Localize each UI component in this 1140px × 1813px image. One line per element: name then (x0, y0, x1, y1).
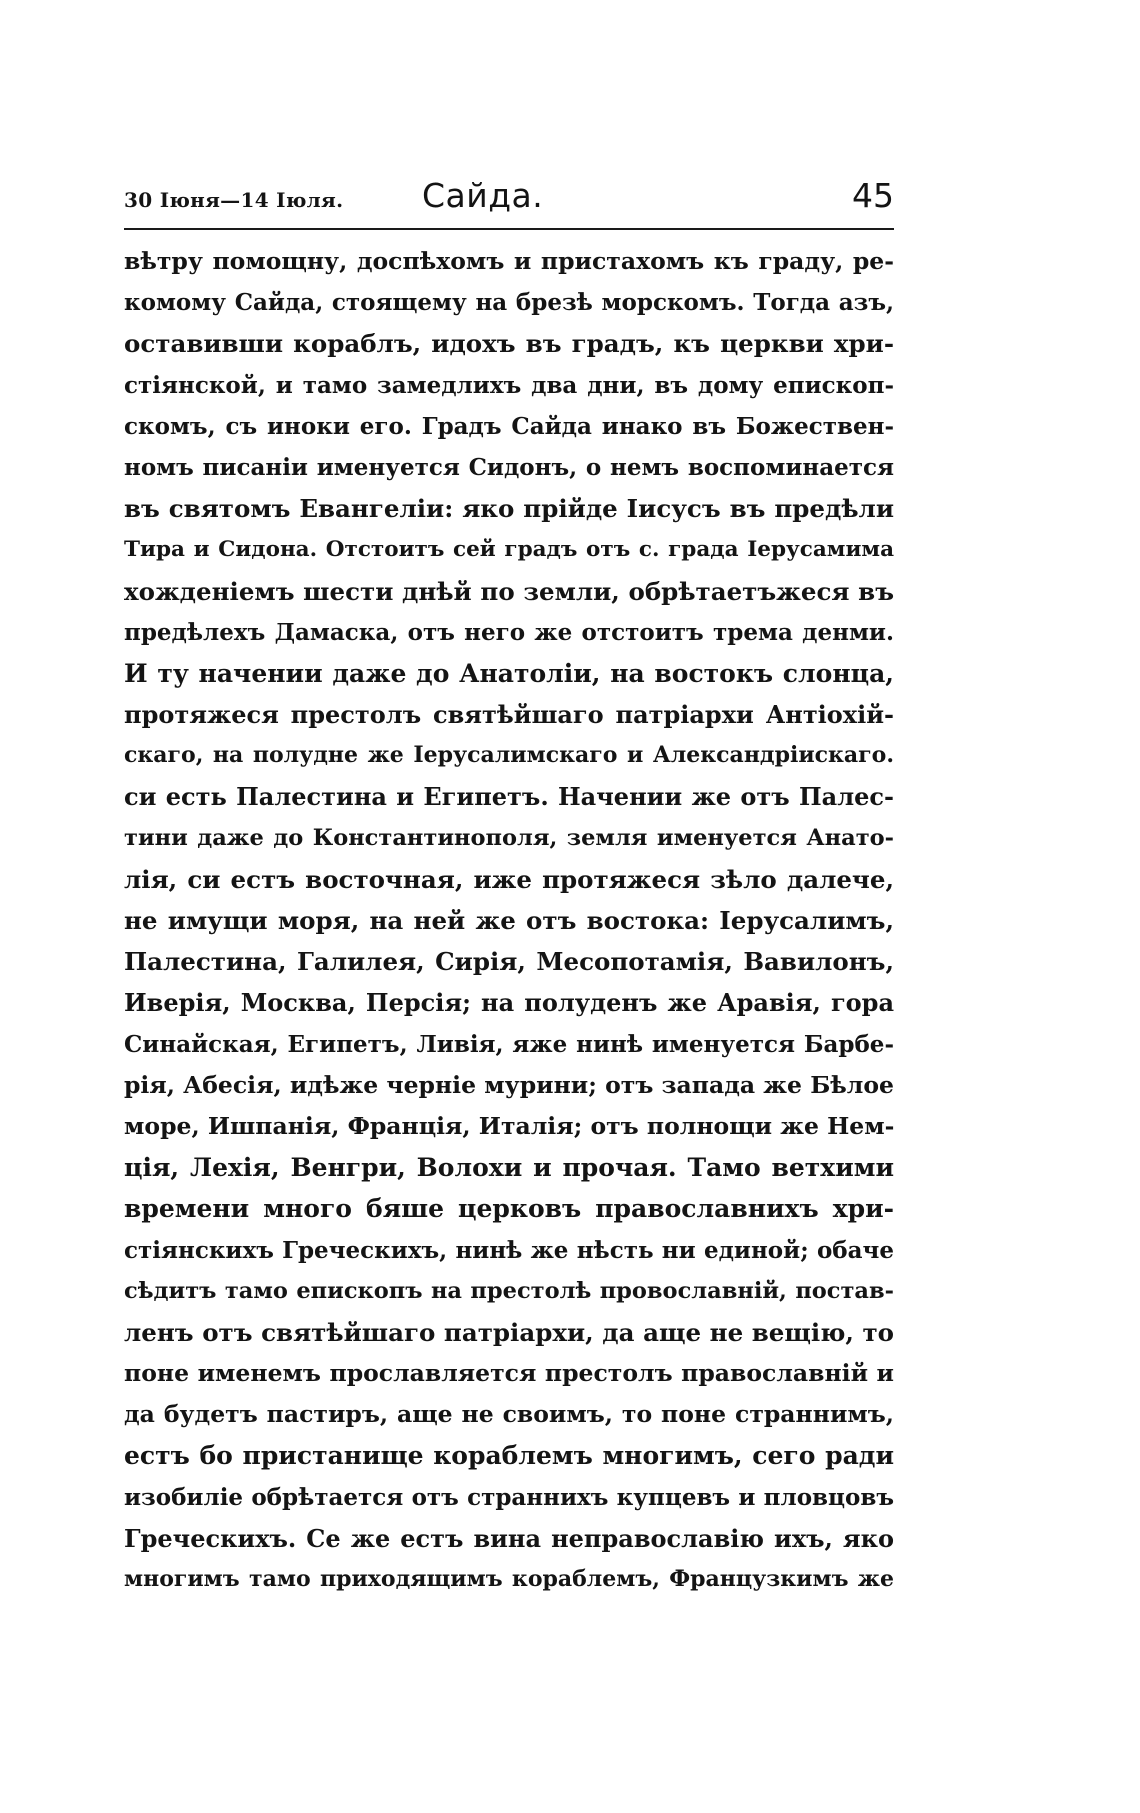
text-line: номъ писаніи именуется Сидонъ, о немъ воспоминается (124, 453, 894, 481)
body-text (124, 241, 894, 1600)
text-line: естъ бо пристанище кораблемъ многимъ, сего ради (124, 1441, 894, 1471)
text-line: поне именемъ прославляется престолъ православній и (124, 1359, 894, 1388)
text-line: вѣтру помощну, доспѣхомъ и пристахомъ къ граду, ре- (124, 247, 894, 275)
text-line: Синайская, Египетъ, Ливія, яже нинѣ именуется Барбе- (124, 1030, 894, 1058)
text-line: стіянскихъ Греческихъ, нинѣ же нѣсть ни единой; обаче (124, 1236, 894, 1264)
text-line: море, Ишпанія, Франція, Италія; отъ полнощи же Нем- (124, 1111, 894, 1140)
text-line: въ святомъ Евангеліи: яко прійде Іисусъ въ предѣли (124, 494, 894, 524)
text-line: не имущи моря, на ней же отъ востока: Іерусалимъ, (124, 906, 894, 935)
text-line: Тира и Сидона. Отстоитъ сей градъ отъ с. града Іерусамима (124, 537, 894, 563)
text-line: изобиліе обрѣтается отъ страннихъ купцевъ и пловцовъ (124, 1483, 894, 1511)
text-line: протяжеся престолъ святѣйшаго патріархи Антіохій- (124, 700, 894, 730)
header-title: Сайда. (422, 176, 544, 215)
text-line: скомъ, съ иноки его. Градъ Сайда инако въ Божествен- (124, 412, 894, 440)
text-line: тини даже до Константинополя, земля именуется Анато- (124, 824, 894, 851)
text-line: ція, Лехія, Венгри, Волохи и прочая. Тамо ветхими (124, 1153, 894, 1183)
text-line: да будетъ пастиръ, аще не своимъ, то поне страннимъ, (124, 1400, 894, 1429)
text-line: времени много бяше церковъ православнихъ хри- (124, 1194, 894, 1224)
text-line: Греческихъ. Се же естъ вина неправославію ихъ, яко (124, 1523, 894, 1553)
page-number: 45 (852, 176, 894, 215)
text-line: предѣлехъ Дамаска, отъ него же отстоитъ трема денми. (124, 618, 894, 646)
text-line: лія, си естъ восточная, иже протяжеся зѣло далече, (124, 864, 894, 894)
text-line: рія, Абесія, идѣже черніе мурини; отъ запада же Бѣлое (124, 1070, 894, 1099)
text-line: Иверія, Москва, Персія; на полуденъ же Аравія, гора (124, 988, 894, 1018)
text-line: скаго, на полудне же Іерусалимскаго и Александріискаго. (124, 742, 894, 769)
text-line: комому Сайда, стоящему на брезѣ морскомъ. Тогда азъ, (124, 289, 894, 317)
text-line: ленъ отъ святѣйшаго патріархи, да аще не вещію, то (124, 1317, 894, 1347)
text-line: си есть Палестина и Египетъ. Начении же отъ Палес- (124, 782, 894, 812)
text-line: многимъ тамо приходящимъ кораблемъ, Французкимъ же (124, 1566, 894, 1592)
text-line: оставивши кораблъ, идохъ въ градъ, къ церкви хри- (124, 329, 894, 359)
text-line: Палестина, Галилея, Сирія, Месопотамія, Вавилонъ, (124, 947, 894, 977)
text-line: хожденіемъ шести днѣй по земли, обрѣтаетъжеся въ (124, 576, 894, 606)
header-rule (124, 228, 894, 230)
text-line: И ту начении даже до Анатоліи, на востокъ слонца, (124, 658, 894, 688)
text-line: сѣдитъ тамо епископъ на престолѣ провославній, постав- (124, 1277, 894, 1304)
header-date-range: 30 Іюня—14 Іюля. (124, 188, 344, 212)
running-header (124, 176, 894, 220)
text-line: стіянской, и тамо замедлихъ два дни, въ дому епископ- (124, 371, 894, 399)
